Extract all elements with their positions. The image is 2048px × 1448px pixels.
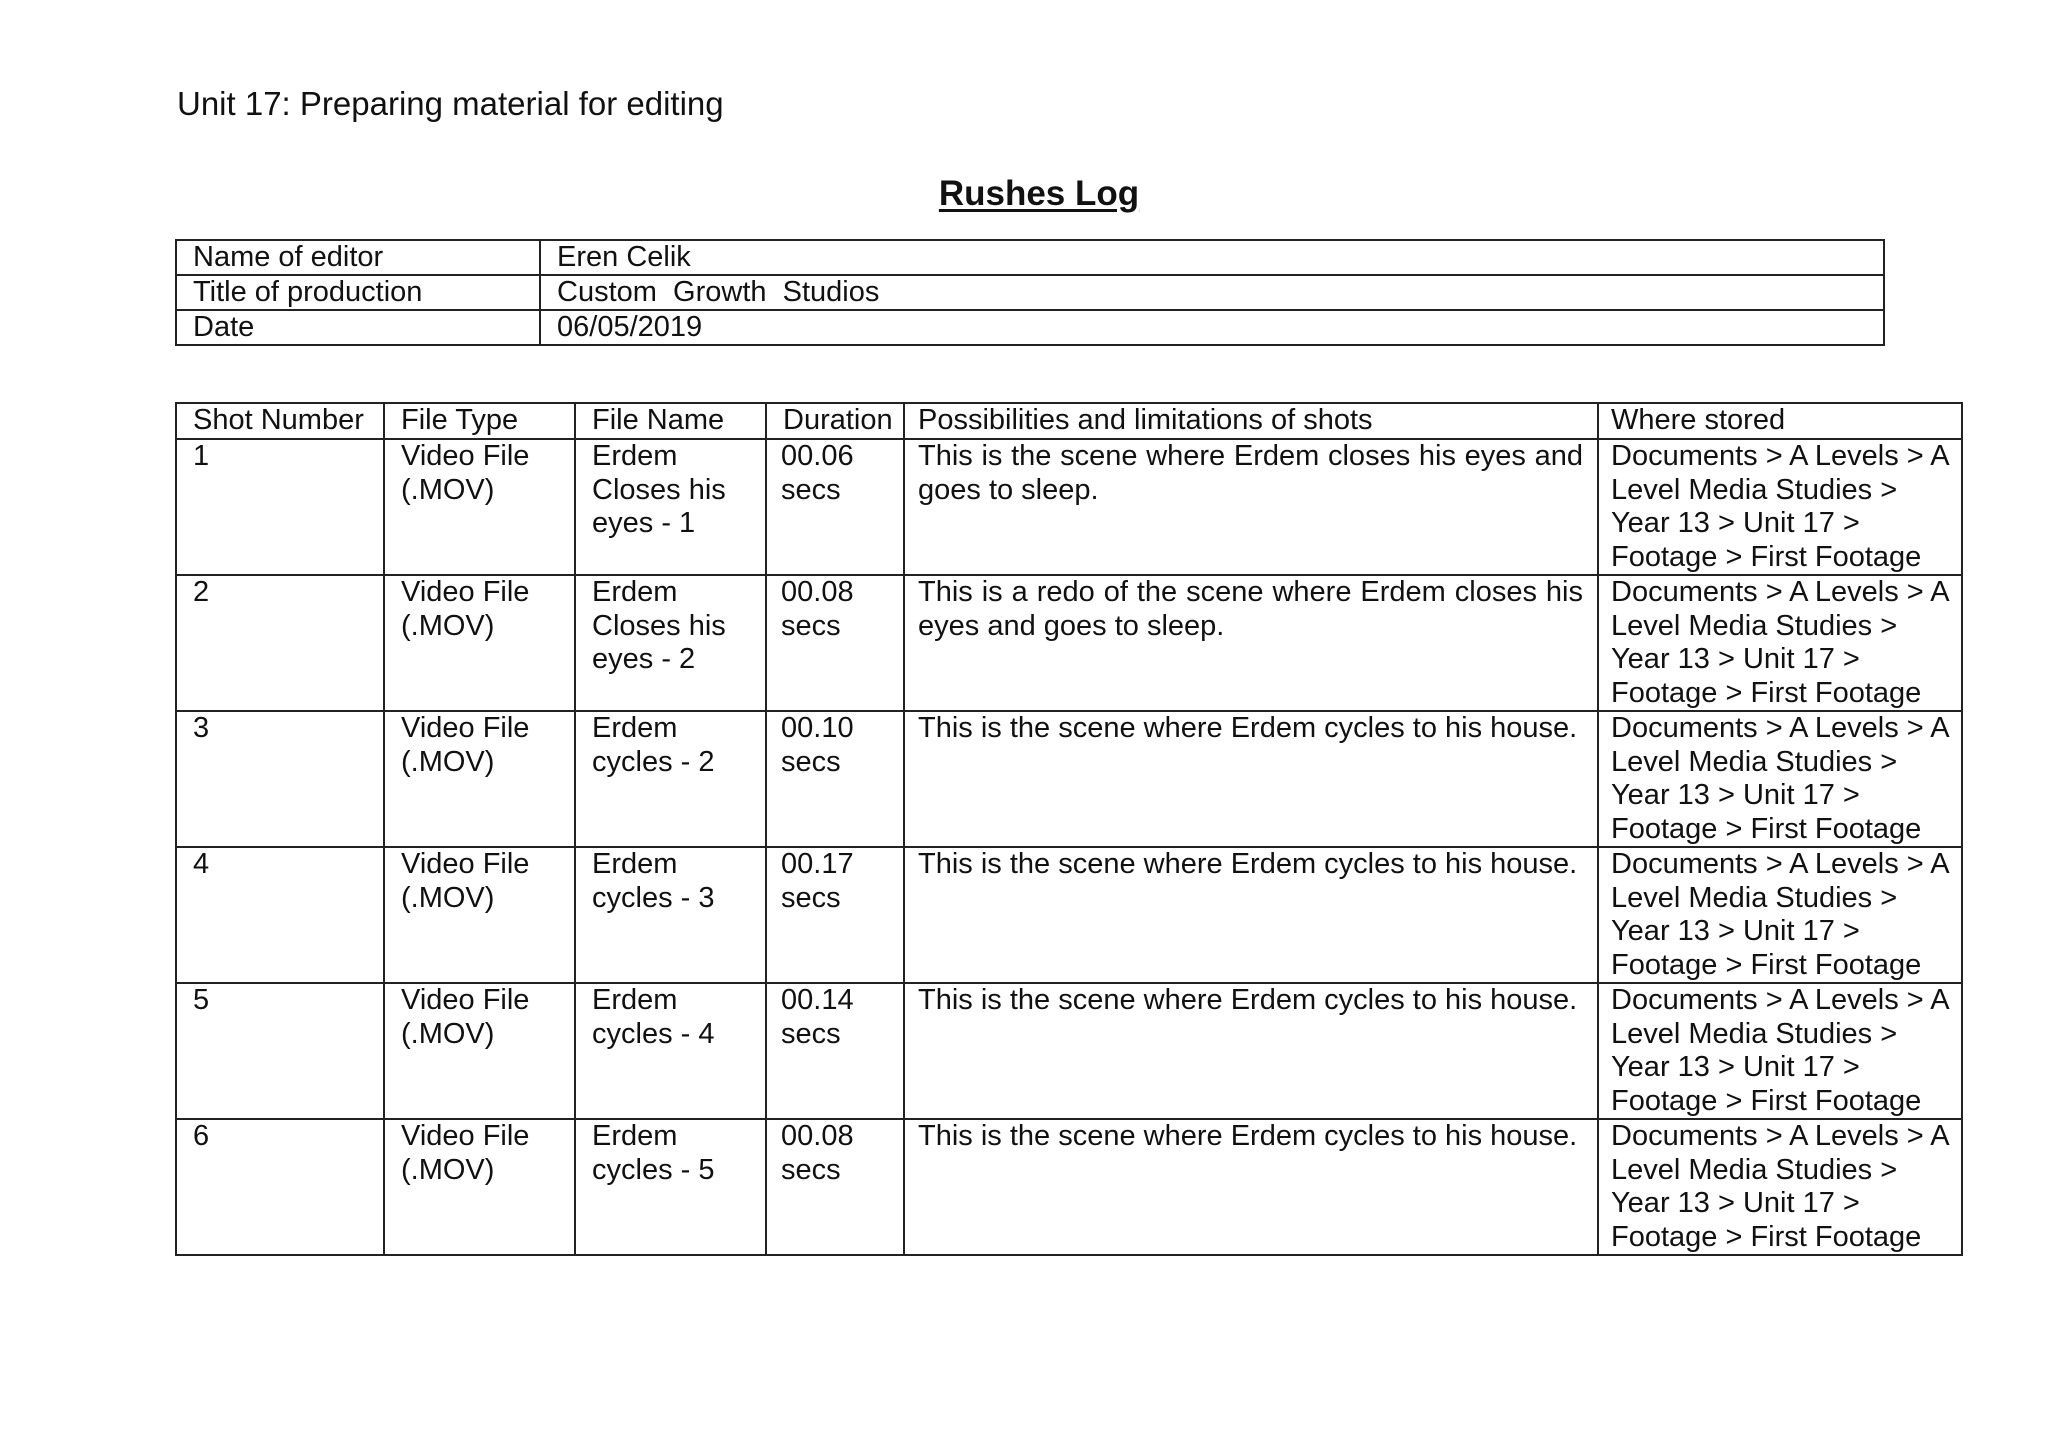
info-value: 06/05/2019 (540, 310, 1884, 345)
rushes-log-table (175, 402, 1963, 1256)
file-name-cell: Erdem cycles - 5 (575, 1119, 766, 1255)
table-row (176, 439, 1962, 575)
file-type-cell: Video File (.MOV) (384, 847, 575, 983)
shot-number-cell: 5 (176, 983, 384, 1119)
storage-path-cell: Documents > A Levels > A Level Media Studies > Year 13 > Unit 17 > Footage > First Footage (1598, 439, 1962, 575)
duration-cell: 00.17 secs (766, 847, 904, 983)
storage-path-cell: Documents > A Levels > A Level Media Studies > Year 13 > Unit 17 > Footage > First Footage (1598, 847, 1962, 983)
column-header-duration: Duration (766, 403, 904, 439)
file-type-cell: Video File (.MOV) (384, 439, 575, 575)
file-name-cell: Erdem cycles - 4 (575, 983, 766, 1119)
duration-cell: 00.10 secs (766, 711, 904, 847)
table-row (176, 1119, 1962, 1255)
shot-number-cell: 4 (176, 847, 384, 983)
info-value: Eren Celik (540, 240, 1884, 275)
duration-cell: 00.14 secs (766, 983, 904, 1119)
column-header-file-name: File Name (575, 403, 766, 439)
document-title: Rushes Log (938, 174, 1140, 213)
info-row-date (176, 310, 1884, 345)
file-name-cell: Erdem Closes his eyes - 1 (575, 439, 766, 575)
description-cell: This is the scene where Erdem cycles to his house. (904, 711, 1598, 847)
file-name-cell: Erdem cycles - 3 (575, 847, 766, 983)
info-label: Name of editor (176, 240, 540, 275)
production-info-table (175, 239, 1885, 346)
shot-number-cell: 3 (176, 711, 384, 847)
shot-number-cell: 1 (176, 439, 384, 575)
info-label: Date (176, 310, 540, 345)
unit-heading: Unit 17: Preparing material for editing (177, 85, 724, 122)
table-row (176, 983, 1962, 1119)
info-row-editor (176, 240, 1884, 275)
table-row (176, 711, 1962, 847)
file-type-cell: Video File (.MOV) (384, 1119, 575, 1255)
table-row (176, 847, 1962, 983)
info-label: Title of production (176, 275, 540, 310)
shot-number-cell: 6 (176, 1119, 384, 1255)
column-header-shot-number: Shot Number (176, 403, 384, 439)
file-type-cell: Video File (.MOV) (384, 575, 575, 711)
description-cell: This is the scene where Erdem cycles to his house. (904, 847, 1598, 983)
table-header-row (176, 403, 1962, 439)
file-type-cell: Video File (.MOV) (384, 711, 575, 847)
duration-cell: 00.06 secs (766, 439, 904, 575)
description-cell: This is the scene where Erdem cycles to his house. (904, 983, 1598, 1119)
info-value: Custom Growth Studios (540, 275, 1884, 310)
table-row (176, 575, 1962, 711)
description-cell: This is the scene where Erdem cycles to his house. (904, 1119, 1598, 1255)
info-row-production-title (176, 275, 1884, 310)
duration-cell: 00.08 secs (766, 575, 904, 711)
storage-path-cell: Documents > A Levels > A Level Media Studies > Year 13 > Unit 17 > Footage > First Footage (1598, 575, 1962, 711)
file-name-cell: Erdem Closes his eyes - 2 (575, 575, 766, 711)
storage-path-cell: Documents > A Levels > A Level Media Studies > Year 13 > Unit 17 > Footage > First Footage (1598, 1119, 1962, 1255)
column-header-possibilities: Possibilities and limitations of shots (904, 403, 1598, 439)
description-cell: This is the scene where Erdem closes his eyes and goes to sleep. (904, 439, 1598, 575)
shot-number-cell: 2 (176, 575, 384, 711)
storage-path-cell: Documents > A Levels > A Level Media Studies > Year 13 > Unit 17 > Footage > First Footage (1598, 983, 1962, 1119)
file-name-cell: Erdem cycles - 2 (575, 711, 766, 847)
column-header-where-stored: Where stored (1598, 403, 1962, 439)
column-header-file-type: File Type (384, 403, 575, 439)
duration-cell: 00.08 secs (766, 1119, 904, 1255)
description-cell: This is a redo of the scene where Erdem closes his eyes and goes to sleep. (904, 575, 1598, 711)
file-type-cell: Video File (.MOV) (384, 983, 575, 1119)
storage-path-cell: Documents > A Levels > A Level Media Studies > Year 13 > Unit 17 > Footage > First Footage (1598, 711, 1962, 847)
